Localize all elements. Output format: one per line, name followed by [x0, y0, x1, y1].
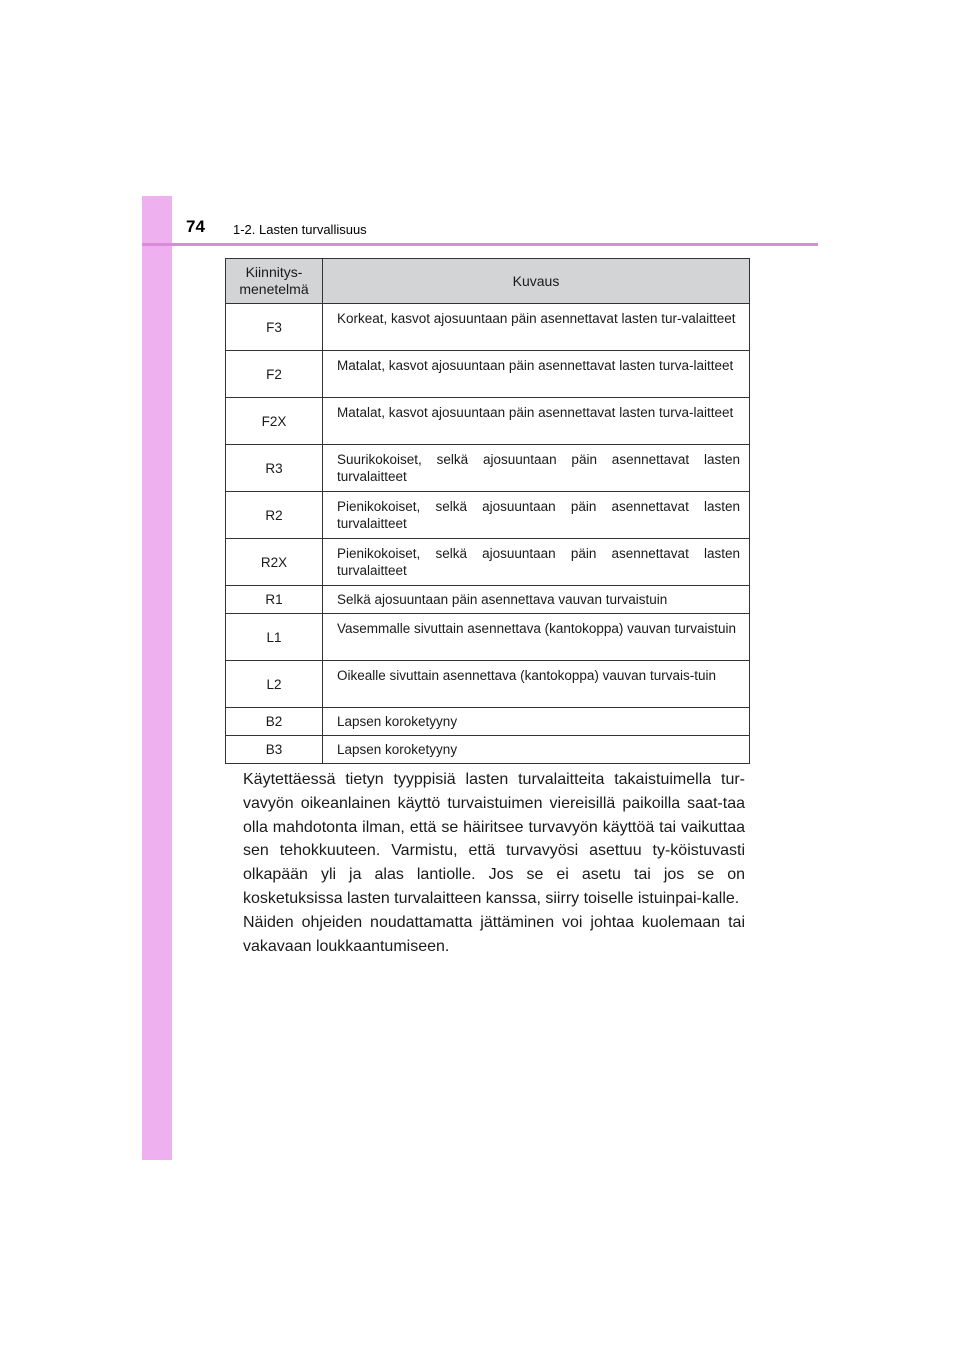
row-description: Vasemmalle sivuttain asennettava (kantokoppa) vauvan turvaistuin: [323, 614, 750, 661]
table-row: [226, 492, 750, 539]
row-code: F2X: [226, 398, 323, 445]
row-code: R3: [226, 445, 323, 492]
child-seat-fixture-table: [225, 258, 750, 764]
section-title: 1-2. Lasten turvallisuus: [233, 222, 367, 237]
row-description: Selkä ajosuuntaan päin asennettava vauvan turvaistuin: [323, 586, 750, 614]
table-row: [226, 445, 750, 492]
table-row: [226, 661, 750, 708]
row-description: Lapsen koroketyyny: [323, 736, 750, 764]
table-header-row: [226, 259, 750, 304]
column-header-fixture-line2: menetelmä: [239, 281, 309, 297]
row-code: F3: [226, 304, 323, 351]
column-header-fixture-line1: Kiinnitys-: [245, 264, 303, 280]
table-row: [226, 736, 750, 764]
row-code: B3: [226, 736, 323, 764]
table-row: [226, 614, 750, 661]
row-code: R1: [226, 586, 323, 614]
page-number: 74: [186, 217, 205, 236]
row-code: B2: [226, 708, 323, 736]
column-header-fixture: [226, 259, 323, 304]
side-accent-band: [142, 196, 172, 1160]
table-row: [226, 586, 750, 614]
row-code: R2: [226, 492, 323, 539]
row-description: Lapsen koroketyyny: [323, 708, 750, 736]
page-header-rule: [142, 196, 818, 246]
row-code: F2: [226, 351, 323, 398]
row-description: Korkeat, kasvot ajosuuntaan päin asennettavat lasten tur-valaitteet: [323, 304, 750, 351]
row-description: Pienikokoiset, selkä ajosuuntaan päin asennettavat lasten turvalaitteet: [323, 492, 750, 539]
row-description: Matalat, kasvot ajosuuntaan päin asennettavat lasten turva-laitteet: [323, 398, 750, 445]
warning-body-text: [243, 768, 745, 958]
body-paragraph-2: Näiden ohjeiden noudattamatta jättäminen voi johtaa kuolemaan tai vakavaan loukkaantumiseen.: [243, 913, 745, 955]
body-paragraph-1: Käytettäessä tietyn tyyppisiä lasten turvalaitteita takaistuimella tur-vavyön oikeanlainen käyttö turvaistuimen viereisillä paikoilla saat-taa olla mahdotonta ilman, että se häiritsee turvavyön käyttöä tai vaikuttaa sen tehokkuuteen. Varmistu, että turvavyösi asettuu ty-köistuvasti olkapään yli ja alas lantiolle. Jos se ei asetu tai jos se on kosketuksissa lasten turvalaitteen kanssa, siirry toiselle istuinpai-kalle.: [243, 771, 745, 907]
table-row: [226, 398, 750, 445]
row-code: R2X: [226, 539, 323, 586]
column-header-description: Kuvaus: [323, 259, 750, 304]
row-description: Matalat, kasvot ajosuuntaan päin asennettavat lasten turva-laitteet: [323, 351, 750, 398]
row-code: L1: [226, 614, 323, 661]
row-description: Oikealle sivuttain asennettava (kantokoppa) vauvan turvais-tuin: [323, 661, 750, 708]
table-row: [226, 708, 750, 736]
table-row: [226, 304, 750, 351]
row-description: Suurikokoiset, selkä ajosuuntaan päin asennettavat lasten turvalaitteet: [323, 445, 750, 492]
row-code: L2: [226, 661, 323, 708]
table-row: [226, 351, 750, 398]
table-row: [226, 539, 750, 586]
row-description: Pienikokoiset, selkä ajosuuntaan päin asennettavat lasten turvalaitteet: [323, 539, 750, 586]
